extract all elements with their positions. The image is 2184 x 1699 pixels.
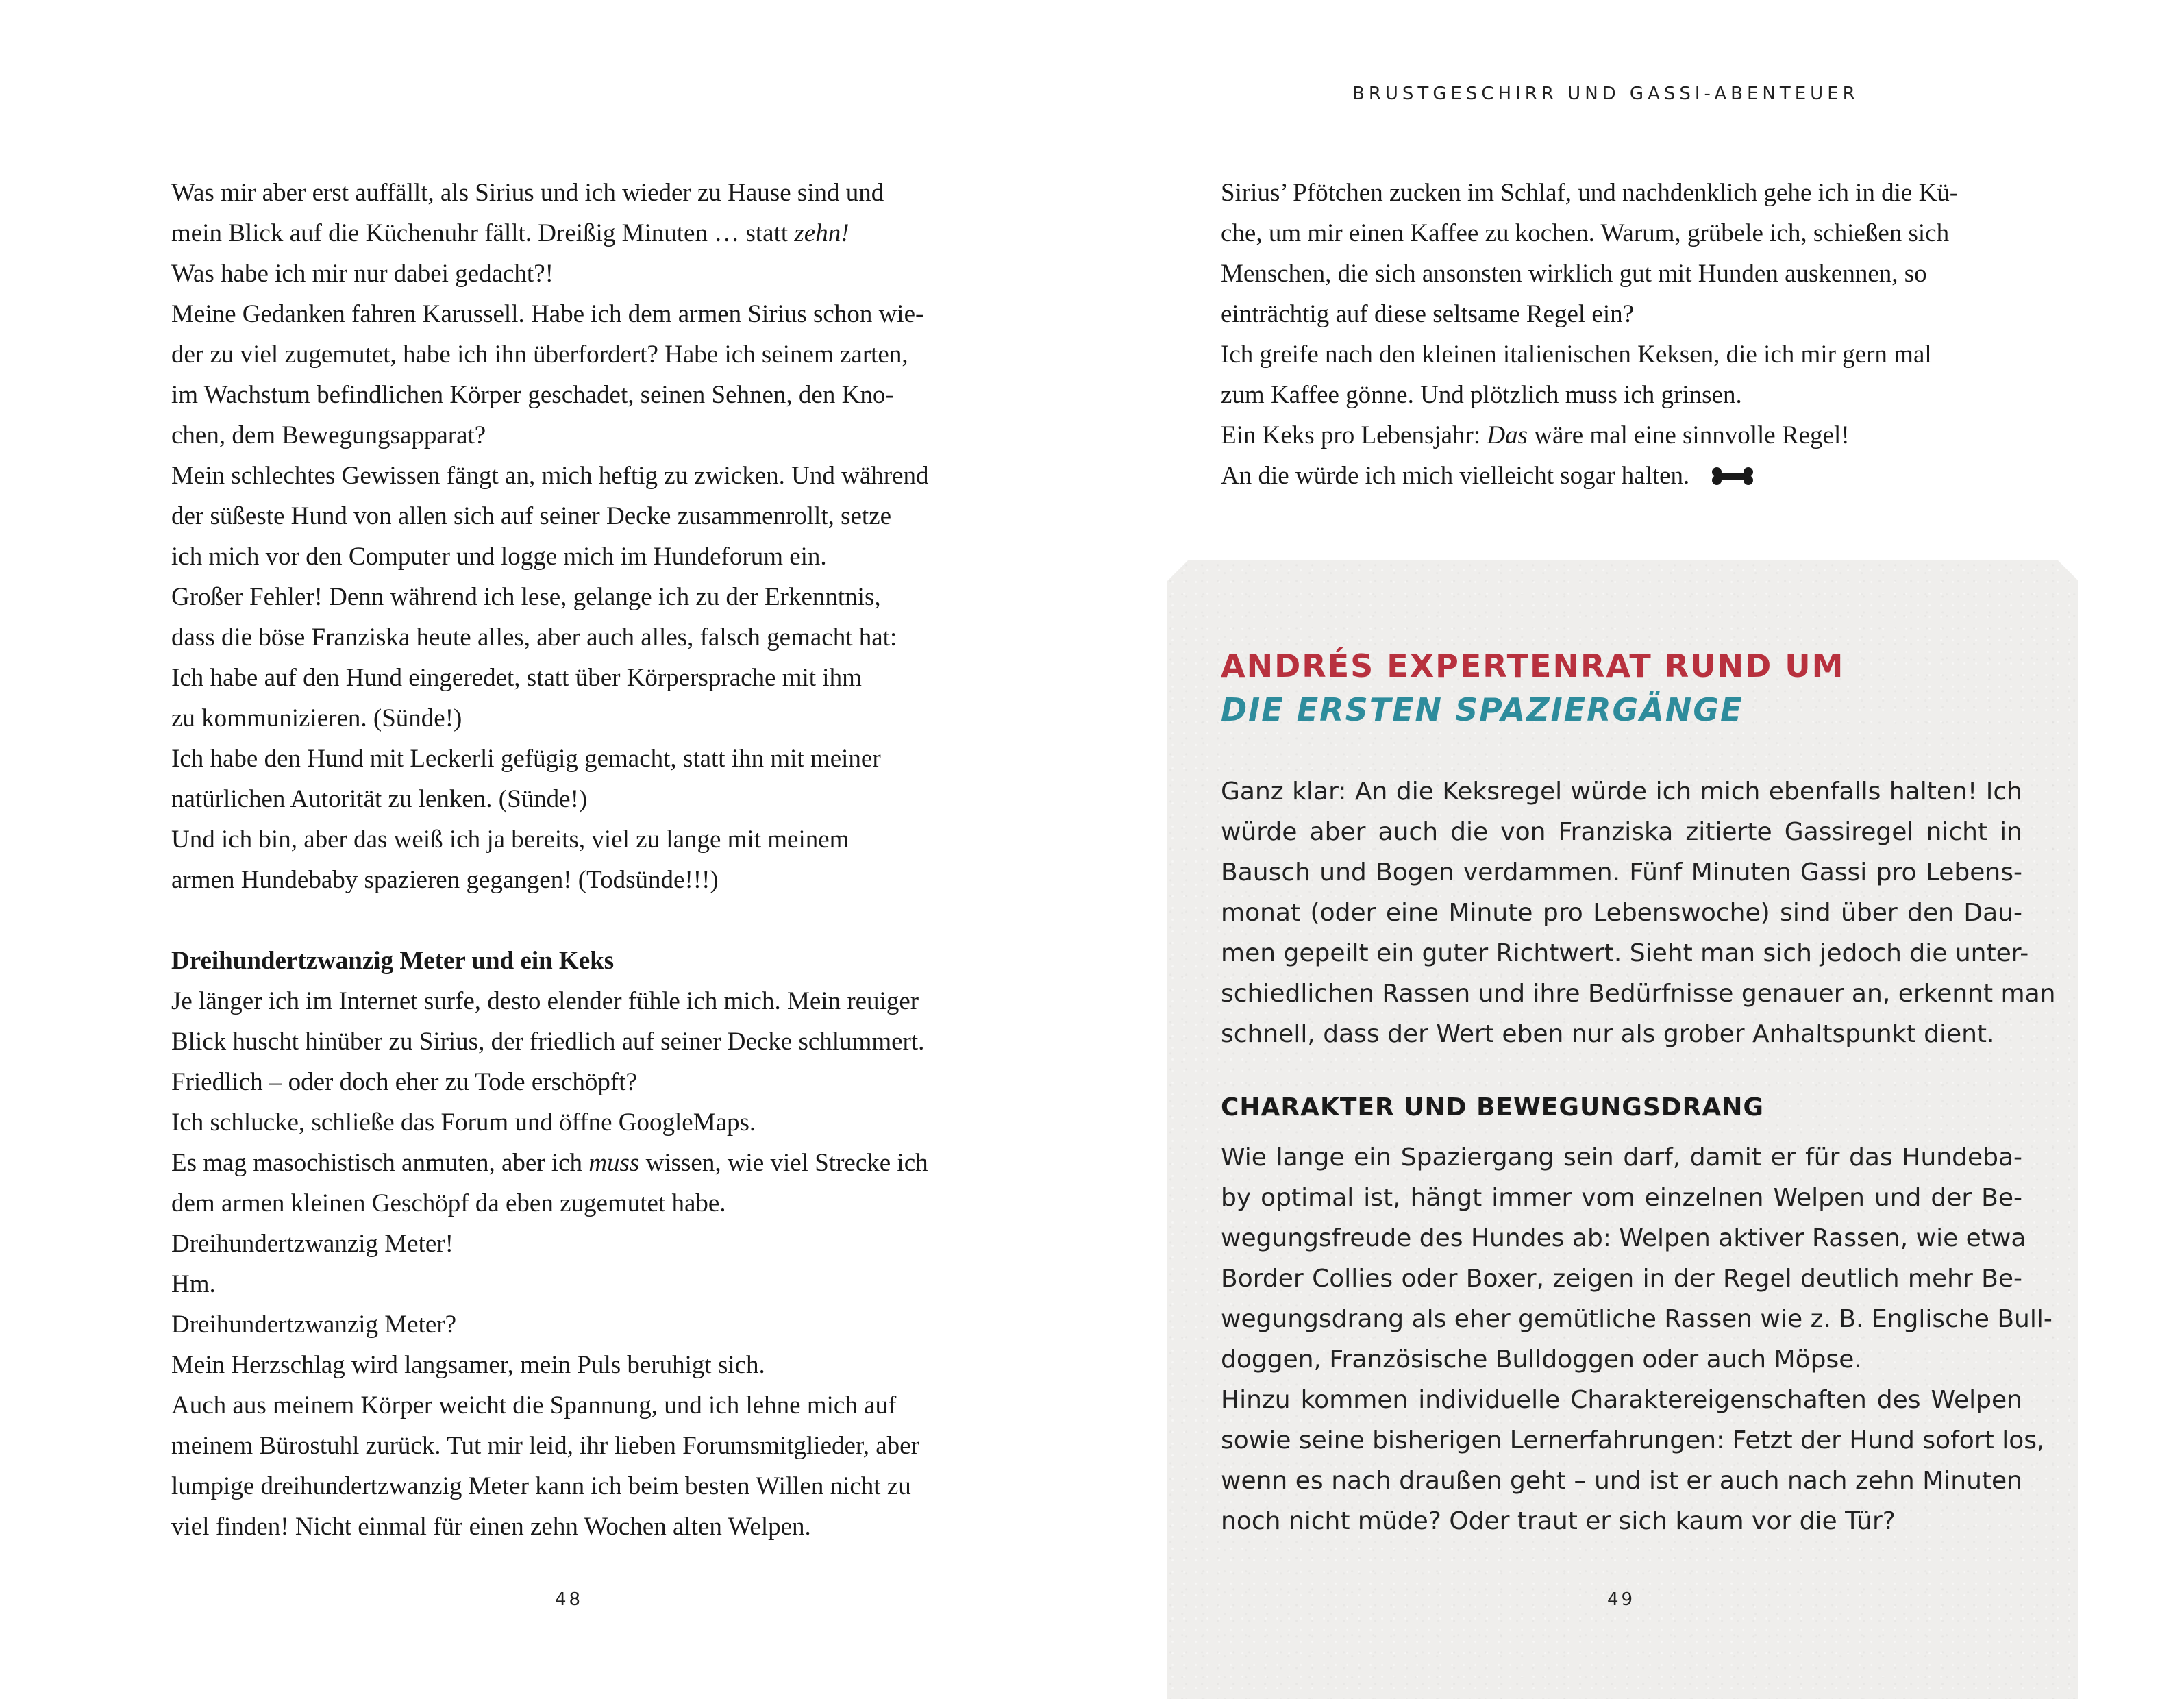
text-line: zu kommunizieren. (Sünde!) bbox=[171, 704, 462, 732]
text-line: lumpige dreihundertzwanzig Meter kann ich beim besten Willen nicht zu bbox=[171, 1472, 911, 1500]
right-page bbox=[1092, 0, 2184, 1699]
text-line: Ich habe den Hund mit Leckerli gefügig gemacht, statt ihn mit meiner bbox=[171, 745, 881, 773]
text-line: Ich schlucke, schließe das Forum und öffne GoogleMaps. bbox=[171, 1108, 756, 1137]
paragraph-gap bbox=[171, 900, 929, 941]
box-paragraph-2 bbox=[1221, 1137, 2052, 1541]
text-line: ich mich vor den Computer und logge mich im Hundeforum ein. bbox=[171, 543, 827, 571]
text-line: Dreihundertzwanzig Meter? bbox=[171, 1311, 457, 1339]
section-subheading: Dreihundertzwanzig Meter und ein Keks bbox=[171, 947, 615, 975]
text-line: dass die böse Franziska heute alles, aber auch alles, falsch gemacht hat: bbox=[171, 623, 897, 652]
text-line: che, um mir einen Kaffee zu kochen. Warum, grübele ich, schießen sich bbox=[1221, 219, 1950, 247]
text-line: der zu viel zugemutet, habe ich ihn überfordert? Habe ich seinem zarten, bbox=[171, 340, 908, 369]
text-line: Meine Gedanken fahren Karussell. Habe ich dem armen Sirius schon wie- bbox=[171, 300, 924, 328]
text-line: zum Kaffee gönne. Und plötzlich muss ich grinsen. bbox=[1221, 381, 1742, 409]
box-title-line1: ANDRÉS EXPERTENRAT RUND UM bbox=[1221, 647, 1845, 684]
text-line: Auch aus meinem Körper weicht die Spannung, und ich lehne mich auf bbox=[171, 1391, 897, 1419]
page-number: 49 bbox=[1607, 1589, 1636, 1610]
text-line: Border Collies oder Boxer, zeigen in der Regel deutlich mehr Be- bbox=[1221, 1265, 2022, 1293]
box-subheading: CHARAKTER UND BEWEGUNGSDRANG bbox=[1221, 1093, 1764, 1121]
text-line: by optimal ist, hängt immer vom einzelnen Welpen und der Be- bbox=[1221, 1184, 2022, 1212]
text-line: schiedlichen Rassen und ihre Bedürfnisse genauer an, erkennt man bbox=[1221, 980, 2056, 1008]
box-title-line2: DIE ERSTEN SPAZIERGÄNGE bbox=[1221, 691, 1744, 728]
text-line: meinem Bürostuhl zurück. Tut mir leid, ihr lieben Forumsmitglieder, aber bbox=[171, 1432, 919, 1460]
text-line: Menschen, die sich ansonsten wirklich gut mit Hunden auskennen, so bbox=[1221, 260, 1927, 288]
text-line: sowie seine bisherigen Lernerfahrungen: Fetzt der Hund sofort los, bbox=[1221, 1426, 2045, 1454]
text-line: Was mir aber erst auffällt, als Sirius und ich wieder zu Hause sind und bbox=[171, 179, 884, 207]
text-line: einträchtig auf diese seltsame Regel ein? bbox=[1221, 300, 1635, 328]
left-body bbox=[171, 173, 929, 1547]
text-line: Ein Keks pro Lebensjahr: Das wäre mal eine sinnvolle Regel! bbox=[1221, 421, 1850, 449]
page-number: 48 bbox=[555, 1589, 584, 1610]
text-line: Ganz klar: An die Keksregel würde ich mich ebenfalls halten! Ich bbox=[1221, 778, 2022, 806]
text-line: noch nicht müde? Oder traut er sich kaum vor die Tür? bbox=[1221, 1507, 1896, 1535]
text-line: wegungsdrang als eher gemütliche Rassen wie z. B. Englische Bull- bbox=[1221, 1305, 2052, 1333]
text-line: Mein schlechtes Gewissen fängt an, mich heftig zu zwicken. Und während bbox=[171, 462, 929, 490]
text-line: dem armen kleinen Geschöpf da eben zugemutet habe. bbox=[171, 1189, 726, 1217]
text-line: Es mag masochistisch anmuten, aber ich muss wissen, wie viel Strecke ich bbox=[171, 1149, 928, 1177]
text-line: wenn es nach draußen geht – und ist er auch nach zehn Minuten bbox=[1221, 1467, 2022, 1495]
running-head: BRUSTGESCHIRR UND GASSI-ABENTEUER bbox=[1352, 84, 1859, 104]
text-line: Großer Fehler! Denn während ich lese, gelange ich zu der Erkenntnis, bbox=[171, 583, 881, 611]
box-paragraph-1 bbox=[1221, 771, 2056, 1054]
text-line: armen Hundebaby spazieren gegangen! (Todsünde!!!) bbox=[171, 866, 719, 894]
text-line: An die würde ich mich vielleicht sogar halten. bbox=[1221, 462, 1690, 490]
text-line: im Wachstum befindlichen Körper geschadet, seinen Sehnen, den Kno- bbox=[171, 381, 894, 409]
text-line: viel finden! Nicht einmal für einen zehn Wochen alten Welpen. bbox=[171, 1513, 811, 1541]
right-body bbox=[1221, 173, 1958, 496]
text-line: Blick huscht hinüber zu Sirius, der friedlich auf seiner Decke schlummert. bbox=[171, 1028, 925, 1056]
text-line: chen, dem Bewegungsapparat? bbox=[171, 421, 486, 449]
text-line: men gepeilt ein guter Richtwert. Sieht man sich jedoch die unter- bbox=[1221, 939, 2029, 967]
text-line: Dreihundertzwanzig Meter! bbox=[171, 1230, 454, 1258]
text-line: würde aber auch die von Franziska zitierte Gassiregel nicht in bbox=[1221, 818, 2022, 846]
text-line: Was habe ich mir nur dabei gedacht?! bbox=[171, 260, 554, 288]
text-line: Ich greife nach den kleinen italienischen Keksen, die ich mir gern mal bbox=[1221, 340, 1932, 369]
text-line: der süßeste Hund von allen sich auf seiner Decke zusammenrollt, setze bbox=[171, 502, 892, 530]
text-line: Mein Herzschlag wird langsamer, mein Puls beruhigt sich. bbox=[171, 1351, 765, 1379]
text-line: Sirius’ Pfötchen zucken im Schlaf, und nachdenklich gehe ich in die Kü- bbox=[1221, 179, 1959, 207]
text-line: Hm. bbox=[171, 1270, 216, 1298]
box-title bbox=[1221, 644, 1844, 732]
text-line: mein Blick auf die Küchenuhr fällt. Dreißig Minuten … statt zehn! bbox=[171, 219, 849, 247]
text-line: doggen, Französische Bulldoggen oder auch Möpse. bbox=[1221, 1345, 1862, 1374]
text-line: Hinzu kommen individuelle Charaktereigenschaften des Welpen bbox=[1221, 1386, 2022, 1414]
text-line: Wie lange ein Spaziergang sein darf, damit er für das Hundeba- bbox=[1221, 1143, 2022, 1171]
text-line: monat (oder eine Minute pro Lebenswoche) sind über den Dau- bbox=[1221, 899, 2022, 927]
text-line: Friedlich – oder doch eher zu Tode erschöpft? bbox=[171, 1068, 637, 1096]
text-line: Ich habe auf den Hund eingeredet, statt über Körpersprache mit ihm bbox=[171, 664, 862, 692]
text-line: natürlichen Autorität zu lenken. (Sünde!) bbox=[171, 785, 588, 813]
text-line: schnell, dass der Wert eben nur als grober Anhaltspunkt dient. bbox=[1221, 1020, 1995, 1048]
bone-icon bbox=[1711, 458, 1754, 498]
text-line: Je länger ich im Internet surfe, desto elender fühle ich mich. Mein reuiger bbox=[171, 987, 919, 1015]
text-line: wegungsfreude des Hundes ab: Welpen aktiver Rassen, wie etwa bbox=[1221, 1224, 2026, 1252]
last-line bbox=[1221, 456, 1958, 496]
text-line: Bausch und Bogen verdammen. Fünf Minuten Gassi pro Lebens- bbox=[1221, 858, 2022, 886]
text-line: Und ich bin, aber das weiß ich ja bereits, viel zu lange mit meinem bbox=[171, 826, 849, 854]
